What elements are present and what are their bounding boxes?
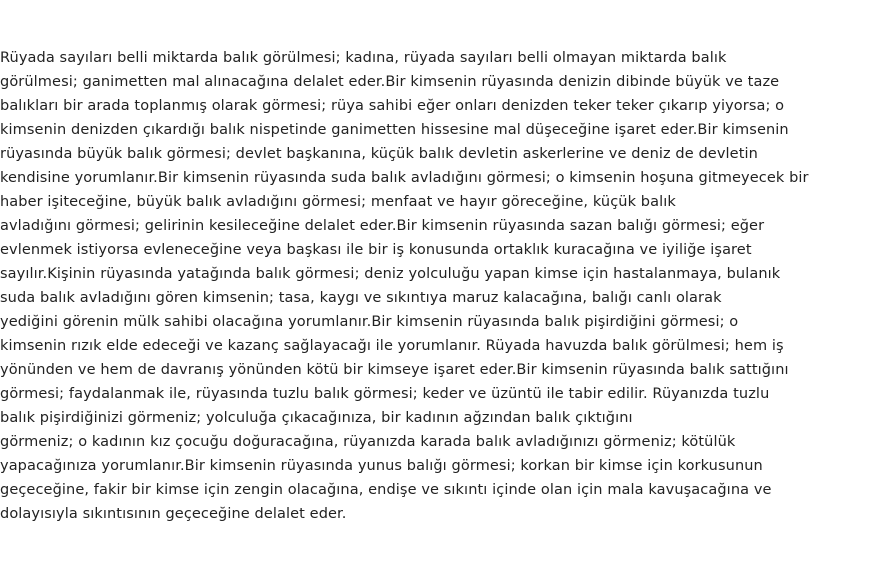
text-line: görülmesi; ganimetten mal alınacağına delalet eder.Bir kimsenin rüyasında denizin dibinde büyük ve taze	[0, 74, 780, 90]
text-line: dolayısıyla sıkıntısının geçeceğine delalet eder.	[0, 506, 347, 522]
text-line: balıkları bir arada toplanmış olarak görmesi; rüya sahibi eğer onları denizden teker teker çıkarıp yiyorsa; o	[0, 98, 785, 114]
text-line: kendisine yorumlanır.Bir kimsenin rüyasında suda balık avladığını görmesi; o kimsenin hoşuna gitmeyecek bir	[0, 170, 809, 186]
text-line: görmesi; faydalanmak ile, rüyasında tuzlu balık görmesi; keder ve üzüntü ile tabir edilir. Rüyanızda tuzlu	[0, 386, 770, 402]
text-line: suda balık avladığını gören kimsenin; tasa, kaygı ve sıkıntıya maruz kalacağına, balığı canlı olarak	[0, 290, 722, 306]
text-line: kimsenin rızık elde edeceği ve kazanç sağlayacağı ile yorumlanır. Rüyada havuzda balık görülmesi; hem iş	[0, 338, 784, 354]
text-line: Rüyada sayıları belli miktarda balık görülmesi; kadına, rüyada sayıları belli olmayan miktarda balık	[0, 50, 727, 66]
text-line: yapacağınıza yorumlanır.Bir kimsenin rüyasında yunus balığı görmesi; korkan bir kimse için korkusunun	[0, 458, 763, 474]
text-line: görmeniz; o kadının kız çocuğu doğuracağına, rüyanızda karada balık avladığınızı görmeniz; kötülük	[0, 434, 736, 450]
text-line: avladığını görmesi; gelirinin kesileceğine delalet eder.Bir kimsenin rüyasında sazan balığı görmesi; eğer	[0, 218, 765, 234]
text-line: sayılır.Kişinin rüyasında yatağında balık görmesi; deniz yolculuğu yapan kimse için hastalanmaya, bulanık	[0, 266, 781, 282]
text-line: haber işiteceğine, büyük balık avladığını görmesi; menfaat ve hayır göreceğine, küçük balık	[0, 194, 676, 210]
text-line: balık pişirdiğinizi görmeniz; yolculuğa çıkacağınıza, bir kadının ağzından balık çıktığını	[0, 410, 633, 426]
text-line: evlenmek istiyorsa evleneceğine veya başkası ile bir iş konusunda ortaklık kuracağına ve iyiliğe işaret	[0, 242, 752, 258]
text-line: rüyasında büyük balık görmesi; devlet başkanına, küçük balık devletin askerlerine ve deniz de devletin	[0, 146, 758, 162]
text-line: geçeceğine, fakir bir kimse için zengin olacağına, endişe ve sıkıntı içinde olan için mala kavuşacağına ve	[0, 482, 772, 498]
article-text	[0, 46, 880, 526]
text-line: yönünden ve hem de davranış yönünden kötü bir kimseye işaret eder.Bir kimsenin rüyasında balık sattığını	[0, 362, 789, 378]
text-line: yediğini görenin mülk sahibi olacağına yorumlanır.Bir kimsenin rüyasında balık pişirdiğini görmesi; o	[0, 314, 739, 330]
text-line: kimsenin denizden çıkardığı balık nispetinde ganimetten hissesine mal düşeceğine işaret eder.Bir kimsenin	[0, 122, 789, 138]
